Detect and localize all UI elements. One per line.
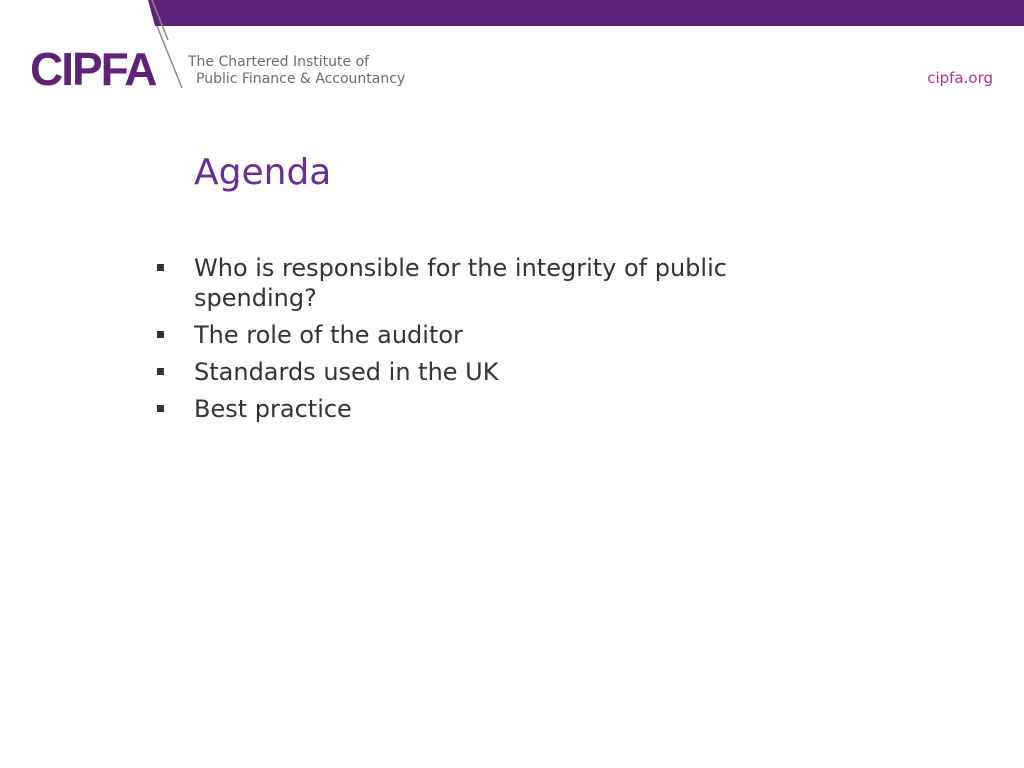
logo-wordmark: CIPFA [30,43,156,95]
header-band-shape [148,0,1024,26]
square-bullet-icon [157,405,164,412]
agenda-item-text: Best practice [194,395,352,423]
agenda-item-text: Standards used in the UK [194,358,499,386]
tagline-line-1: The Chartered Institute of [188,54,370,70]
agenda-item [150,394,790,424]
agenda-item [150,320,790,350]
agenda-item [150,253,790,313]
agenda-item-text: The role of the auditor [194,321,463,349]
agenda-item [150,357,790,387]
logo-divider-icon [152,26,192,92]
logo-tagline [188,54,428,88]
website-link[interactable]: cipfa.org [927,69,993,87]
square-bullet-icon [157,368,164,375]
agenda-item-text: Who is responsible for the integrity of public spending? [194,254,727,312]
square-bullet-icon [157,264,164,271]
agenda-list [150,253,790,431]
slide-title: Agenda [194,152,332,193]
square-bullet-icon [157,331,164,338]
tagline-line-2: Public Finance & Accountancy [196,71,406,87]
